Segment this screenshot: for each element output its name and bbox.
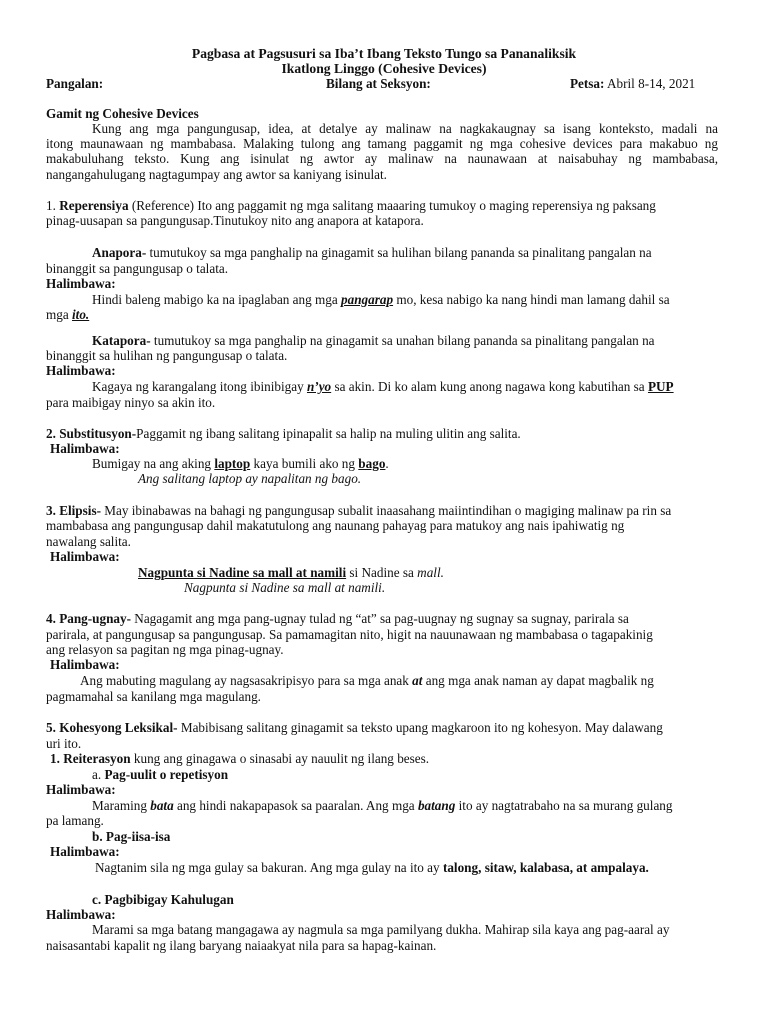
example-text: Hindi baleng mabigo ka na ipaglaban ang mga <box>92 292 338 307</box>
pang-ugnay-definition-cont: parirala, at pangungusap sa pangungusap. Sa pamamagitan nito, higit na nauunawaan ng mambabasa o tagapakinig <box>46 627 653 642</box>
definition-text: (Reference) Ito ang paggamit ng mga salitang maaaring tumukoy o maging reperensiya ng paksang <box>131 198 656 213</box>
example-text: ito ay nagtatrabaho na sa murang gulang <box>458 798 673 813</box>
definition-text: tumutukoy sa mga panghalip na ginagamit sa hulihan bilang pananda sa pinalitang pangalan na <box>149 245 652 260</box>
example-text: kaya bumili ako ng <box>253 456 355 471</box>
highlighted-word: batang <box>417 798 456 813</box>
date-label: Petsa: <box>570 76 605 91</box>
pang-ugnay-term: 4. Pang-ugnay- <box>46 611 131 626</box>
pang-ugnay-definition <box>46 611 629 627</box>
katapora-example-cont: para maibigay ninyo sa akin ito. <box>46 395 216 410</box>
highlighted-word: n’yo <box>306 379 332 394</box>
elipsis-definition-cont: mambabasa ang pangungusap dahil makatutulong ang naunang pahayag para matukoy ang nais ipahiwatig ng <box>46 518 625 533</box>
example-text: sa akin. Di ko alam kung anong nagawa kong kabutihan sa <box>334 379 645 394</box>
anapora-example <box>92 292 670 308</box>
pag-iisa-isa-example <box>95 860 649 876</box>
kohesyong-leksikal-term: 5. Kohesyong Leksikal- <box>46 720 178 735</box>
highlighted-word: at <box>412 673 423 688</box>
highlighted-word: PUP <box>647 379 674 394</box>
highlighted-phrase: Nagpunta si Nadine sa mall at namili <box>138 565 347 580</box>
elipsis-term: 3. Elipsis- <box>46 503 101 518</box>
definition-text: Paggamit ng ibang salitang ipinapalit sa halip na muling ulitin ang salita. <box>136 426 521 441</box>
intro-line: nangangahulugang nagtagumpay ang awtor sa kaniyang isinulat. <box>46 167 387 182</box>
anapora-definition <box>92 245 652 261</box>
subheading-text: Pag-uulit o repetisyon <box>104 767 229 782</box>
intro-line: Kung ang mga pangungusap, idea, at detalye ay malinaw na nagkakaugnay sa isang konteksto, madali na <box>92 121 718 136</box>
section-number: 1. <box>46 198 56 213</box>
halimbawa-label: Halimbawa: <box>46 907 116 922</box>
anapora-definition-cont: binanggit sa pangungusap o talata. <box>46 261 229 276</box>
definition-text: Mabibisang salitang ginagamit sa teksto upang magkaroon ito ng kohesyon. May dalawang <box>180 720 663 735</box>
definition-text: May ibinabawas na bahagi ng pangungusap subalit inaasahang maiintindihan o magiging malinaw pa rin sa <box>104 503 672 518</box>
highlighted-word: bago <box>358 456 386 471</box>
pang-ugnay-example-cont: pagmamahal sa kanilang mga magulang. <box>46 689 261 704</box>
pang-ugnay-example <box>80 673 654 689</box>
substitusyon-term: 2. Substitusyon- <box>46 426 137 441</box>
halimbawa-label: Halimbawa: <box>50 844 120 859</box>
kohesyong-leksikal-definition-cont: uri ito. <box>46 736 82 751</box>
pagbibigay-kahulugan-heading: c. Pagbibigay Kahulugan <box>92 892 234 907</box>
katapora-term: Katapora- <box>92 333 151 348</box>
reperensiya-definition-cont: pinag-uusapan sa pangungusap.Tinutukoy nito ang anapora at katapora. <box>46 213 424 228</box>
reperensiya-term: Reperensiya <box>59 198 129 213</box>
pag-iisa-isa-heading: b. Pag-iisa-isa <box>92 829 171 844</box>
intro-line: makabuluhang teksto. Kung ang isinulat ng awtor ay malinaw na naunawaan at naisabuhay ng mambabasa, <box>46 151 718 166</box>
pagbibigay-kahulugan-example-cont: naisasantabi kapalit ng ilang baryang naiaakyat nila para sa hapag-kainan. <box>46 938 437 953</box>
elipsis-note: Nagpunta si Nadine sa mall at namili. <box>184 580 386 595</box>
reiterasyon-definition <box>50 751 429 767</box>
example-text: mall. <box>417 565 444 580</box>
reperensiya-definition <box>46 198 656 214</box>
halimbawa-label: Halimbawa: <box>50 549 120 564</box>
example-text: Nagtanim sila ng mga gulay sa bakuran. Ang mga gulay na ito ay <box>95 860 440 875</box>
elipsis-definition-cont: nawalang salita. <box>46 534 131 549</box>
halimbawa-label: Halimbawa: <box>50 441 120 456</box>
example-text: Kagaya ng karangalang itong ibinibigay <box>92 379 304 394</box>
elipsis-definition <box>46 503 671 519</box>
highlighted-phrase: talong, sitaw, kalabasa, at ampalaya. <box>442 860 649 875</box>
example-text: si Nadine sa <box>349 565 414 580</box>
example-text: Maraming <box>92 798 147 813</box>
substitusyon-note: Ang salitang laptop ay napalitan ng bago. <box>138 471 362 486</box>
pag-uulit-example <box>92 798 672 814</box>
anapora-example-cont <box>46 307 89 323</box>
katapora-example <box>92 379 674 395</box>
highlighted-word: ito. <box>72 307 90 322</box>
pagbibigay-kahulugan-example: Marami sa mga batang mangagawa ay nagmula sa mga pamilyang dukha. Mahirap sila kaya ang pag-aaral ay <box>92 922 670 937</box>
definition-text: Nagagamit ang mga pang-ugnay tulad ng “at” sa pag-uugnay ng sugnay sa sugnay, parirala sa <box>134 611 629 626</box>
list-marker: a. <box>92 767 102 782</box>
example-text: Bumigay na ang aking <box>92 456 212 471</box>
intro-line: itong maunawaan ng mambabasa. Malaking tulong ang tamang paggamit ng mga cohesive devices para makabuo ng <box>46 136 718 151</box>
example-text: mga <box>46 307 69 322</box>
substitusyon-example <box>92 456 389 472</box>
example-text: Ang mabuting magulang ay nagsasakripisyo para sa mga anak <box>80 673 409 688</box>
pag-uulit-example-cont: pa lamang. <box>46 813 104 828</box>
halimbawa-label: Halimbawa: <box>50 657 120 672</box>
example-text: ang mga anak naman ay dapat magbalik ng <box>425 673 654 688</box>
definition-text: tumutukoy sa mga panghalip na ginagamit sa unahan bilang pananda sa pinalitang pangalan na <box>153 333 655 348</box>
definition-text: kung ang ginagawa o sinasabi ay nauulit ng ilang beses. <box>133 751 430 766</box>
example-text: ang hindi nakapapasok sa paaralan. Ang mga <box>176 798 415 813</box>
substitusyon-definition <box>46 426 521 442</box>
pag-uulit-heading <box>92 767 228 783</box>
document-subtitle: Ikatlong Linggo (Cohesive Devices) <box>281 61 487 76</box>
elipsis-example <box>138 565 444 581</box>
highlighted-word: bata <box>150 798 174 813</box>
halimbawa-label: Halimbawa: <box>46 782 116 797</box>
kohesyong-leksikal-definition <box>46 720 663 736</box>
katapora-definition <box>92 333 655 349</box>
example-text: mo, kesa nabigo ka nang hindi man lamang dahil sa <box>396 292 670 307</box>
halimbawa-label: Halimbawa: <box>46 276 116 291</box>
reiterasyon-term: 1. Reiterasyon <box>50 751 131 766</box>
katapora-definition-cont: binanggit sa hulihan ng pangungusap o talata. <box>46 348 288 363</box>
anapora-term: Anapora- <box>92 245 147 260</box>
date-value: Abril 8-14, 2021 <box>607 76 696 91</box>
name-label: Pangalan: <box>46 76 104 91</box>
highlighted-word: laptop <box>214 456 251 471</box>
date-field <box>570 76 695 92</box>
pang-ugnay-definition-cont: ang relasyon sa pagitan ng mga pinag-ugnay. <box>46 642 284 657</box>
halimbawa-label: Halimbawa: <box>46 363 116 378</box>
section-label: Bilang at Seksyon: <box>326 76 431 91</box>
highlighted-word: pangarap <box>341 292 394 307</box>
document-title: Pagbasa at Pagsusuri sa Iba’t Ibang Teksto Tungo sa Pananaliksik <box>191 46 577 61</box>
example-text: . <box>385 456 389 471</box>
intro-heading: Gamit ng Cohesive Devices <box>46 106 199 121</box>
